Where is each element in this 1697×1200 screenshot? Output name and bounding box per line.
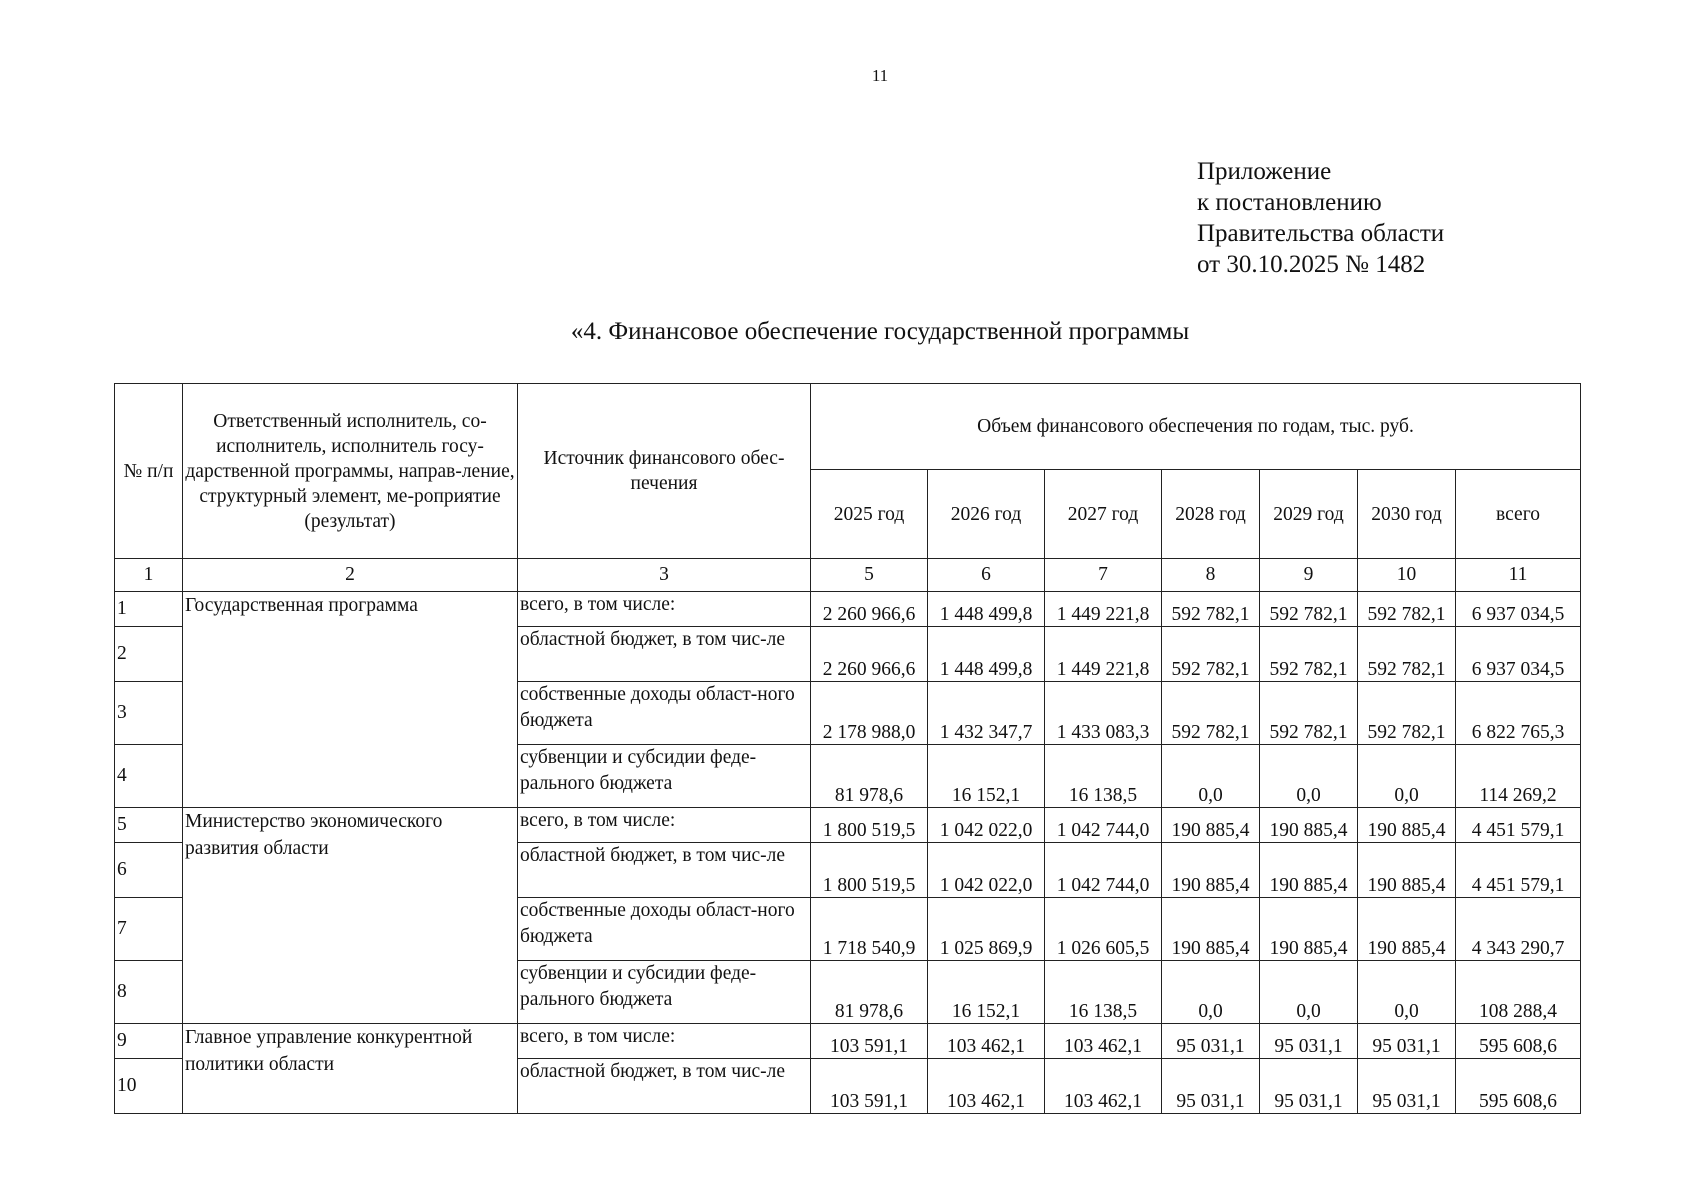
value-cell: 1 042 744,0	[1045, 843, 1162, 898]
header-source: Источник финансового обес-печения	[518, 384, 811, 559]
source-cell: всего, в том числе:	[518, 808, 811, 843]
value-cell: 81 978,6	[811, 961, 928, 1024]
header-total: всего	[1456, 470, 1581, 559]
value-cell: 95 031,1	[1162, 1059, 1260, 1114]
value-cell: 103 462,1	[928, 1059, 1045, 1114]
value-cell: 1 025 869,9	[928, 898, 1045, 961]
column-number: 8	[1162, 559, 1260, 592]
page-number: 11	[871, 66, 889, 85]
source-cell: субвенции и субсидии феде-рального бюджета	[518, 961, 811, 1024]
header-year: 2025 год	[811, 470, 928, 559]
value-cell: 190 885,4	[1358, 843, 1456, 898]
value-cell: 190 885,4	[1162, 898, 1260, 961]
executor-cell: Государственная программа	[183, 592, 518, 808]
value-cell: 592 782,1	[1358, 592, 1456, 627]
table-row	[115, 592, 1581, 627]
value-cell: 95 031,1	[1358, 1024, 1456, 1059]
total-cell: 595 608,6	[1456, 1059, 1581, 1114]
value-cell: 1 042 022,0	[928, 843, 1045, 898]
column-number: 1	[115, 559, 183, 592]
value-cell: 190 885,4	[1260, 843, 1358, 898]
column-numbers-row	[115, 559, 1581, 592]
value-cell: 592 782,1	[1162, 592, 1260, 627]
value-cell: 190 885,4	[1260, 808, 1358, 843]
column-number: 10	[1358, 559, 1456, 592]
value-cell: 1 433 083,3	[1045, 682, 1162, 745]
column-number: 7	[1045, 559, 1162, 592]
value-cell: 2 178 988,0	[811, 682, 928, 745]
header-year: 2030 год	[1358, 470, 1456, 559]
header-year: 2027 год	[1045, 470, 1162, 559]
appendix-block	[1197, 156, 1444, 280]
row-number: 10	[115, 1059, 183, 1114]
executor-cell: Главное управление конкурентной политики области	[183, 1024, 518, 1114]
value-cell: 592 782,1	[1260, 592, 1358, 627]
value-cell: 95 031,1	[1260, 1059, 1358, 1114]
value-cell: 16 152,1	[928, 745, 1045, 808]
table-row	[115, 1024, 1581, 1059]
row-number: 4	[115, 745, 183, 808]
value-cell: 1 042 022,0	[928, 808, 1045, 843]
value-cell: 190 885,4	[1358, 898, 1456, 961]
value-cell: 1 800 519,5	[811, 808, 928, 843]
value-cell: 2 260 966,6	[811, 627, 928, 682]
value-cell: 190 885,4	[1162, 808, 1260, 843]
source-cell: собственные доходы област-ного бюджета	[518, 898, 811, 961]
total-cell: 6 937 034,5	[1456, 627, 1581, 682]
total-cell: 595 608,6	[1456, 1024, 1581, 1059]
row-number: 7	[115, 898, 183, 961]
row-number: 2	[115, 627, 183, 682]
value-cell: 1 449 221,8	[1045, 592, 1162, 627]
row-number: 1	[115, 592, 183, 627]
value-cell: 592 782,1	[1358, 627, 1456, 682]
value-cell: 16 152,1	[928, 961, 1045, 1024]
appendix-line: к постановлению	[1197, 189, 1382, 216]
value-cell: 103 462,1	[1045, 1059, 1162, 1114]
row-number: 5	[115, 808, 183, 843]
value-cell: 81 978,6	[811, 745, 928, 808]
header-volume: Объем финансового обеспечения по годам, тыс. руб.	[811, 384, 1581, 470]
financing-table	[114, 383, 1581, 1114]
total-cell: 6 822 765,3	[1456, 682, 1581, 745]
executor-cell: Министерство экономического развития области	[183, 808, 518, 1024]
column-number: 5	[811, 559, 928, 592]
column-number: 2	[183, 559, 518, 592]
value-cell: 592 782,1	[1260, 682, 1358, 745]
total-cell: 4 343 290,7	[1456, 898, 1581, 961]
value-cell: 103 462,1	[928, 1024, 1045, 1059]
value-cell: 190 885,4	[1260, 898, 1358, 961]
total-cell: 108 288,4	[1456, 961, 1581, 1024]
document-title: «4. Финансовое обеспечение государственной программы	[570, 318, 1190, 345]
value-cell: 1 800 519,5	[811, 843, 928, 898]
value-cell: 0,0	[1260, 961, 1358, 1024]
header-num: № п/п	[115, 384, 183, 559]
source-cell: областной бюджет, в том чис-ле	[518, 627, 811, 682]
value-cell: 1 448 499,8	[928, 627, 1045, 682]
appendix-line: Правительства области	[1197, 220, 1445, 247]
value-cell: 95 031,1	[1260, 1024, 1358, 1059]
value-cell: 0,0	[1358, 745, 1456, 808]
source-cell: субвенции и субсидии феде-рального бюджета	[518, 745, 811, 808]
value-cell: 592 782,1	[1260, 627, 1358, 682]
source-cell: собственные доходы област-ного бюджета	[518, 682, 811, 745]
value-cell: 103 462,1	[1045, 1024, 1162, 1059]
total-cell: 4 451 579,1	[1456, 808, 1581, 843]
column-number: 3	[518, 559, 811, 592]
column-number: 11	[1456, 559, 1581, 592]
value-cell: 0,0	[1162, 745, 1260, 808]
value-cell: 1 718 540,9	[811, 898, 928, 961]
value-cell: 103 591,1	[811, 1024, 928, 1059]
value-cell: 2 260 966,6	[811, 592, 928, 627]
header-year: 2028 год	[1162, 470, 1260, 559]
appendix-line: Приложение	[1197, 158, 1332, 185]
row-number: 8	[115, 961, 183, 1024]
value-cell: 190 885,4	[1358, 808, 1456, 843]
value-cell: 0,0	[1358, 961, 1456, 1024]
total-cell: 4 451 579,1	[1456, 843, 1581, 898]
appendix-line: от 30.10.2025 № 1482	[1197, 251, 1426, 278]
header-year: 2029 год	[1260, 470, 1358, 559]
column-number: 9	[1260, 559, 1358, 592]
row-number: 3	[115, 682, 183, 745]
row-number: 9	[115, 1024, 183, 1059]
value-cell: 1 448 499,8	[928, 592, 1045, 627]
header-executor: Ответственный исполнитель, со-исполнитель, исполнитель госу-дарственной программы, направ-ление, структурный элемент, ме-роприятие (результат)	[183, 384, 518, 559]
value-cell: 16 138,5	[1045, 961, 1162, 1024]
value-cell: 1 042 744,0	[1045, 808, 1162, 843]
source-cell: областной бюджет, в том чис-ле	[518, 1059, 811, 1114]
value-cell: 95 031,1	[1358, 1059, 1456, 1114]
source-cell: всего, в том числе:	[518, 592, 811, 627]
value-cell: 0,0	[1260, 745, 1358, 808]
value-cell: 592 782,1	[1162, 682, 1260, 745]
value-cell: 103 591,1	[811, 1059, 928, 1114]
value-cell: 95 031,1	[1162, 1024, 1260, 1059]
source-cell: областной бюджет, в том чис-ле	[518, 843, 811, 898]
value-cell: 1 449 221,8	[1045, 627, 1162, 682]
table-row	[115, 808, 1581, 843]
value-cell: 190 885,4	[1162, 843, 1260, 898]
value-cell: 592 782,1	[1358, 682, 1456, 745]
row-number: 6	[115, 843, 183, 898]
total-cell: 6 937 034,5	[1456, 592, 1581, 627]
value-cell: 0,0	[1162, 961, 1260, 1024]
header-year: 2026 год	[928, 470, 1045, 559]
total-cell: 114 269,2	[1456, 745, 1581, 808]
value-cell: 592 782,1	[1162, 627, 1260, 682]
value-cell: 1 026 605,5	[1045, 898, 1162, 961]
value-cell: 16 138,5	[1045, 745, 1162, 808]
value-cell: 1 432 347,7	[928, 682, 1045, 745]
column-number: 6	[928, 559, 1045, 592]
source-cell: всего, в том числе:	[518, 1024, 811, 1059]
